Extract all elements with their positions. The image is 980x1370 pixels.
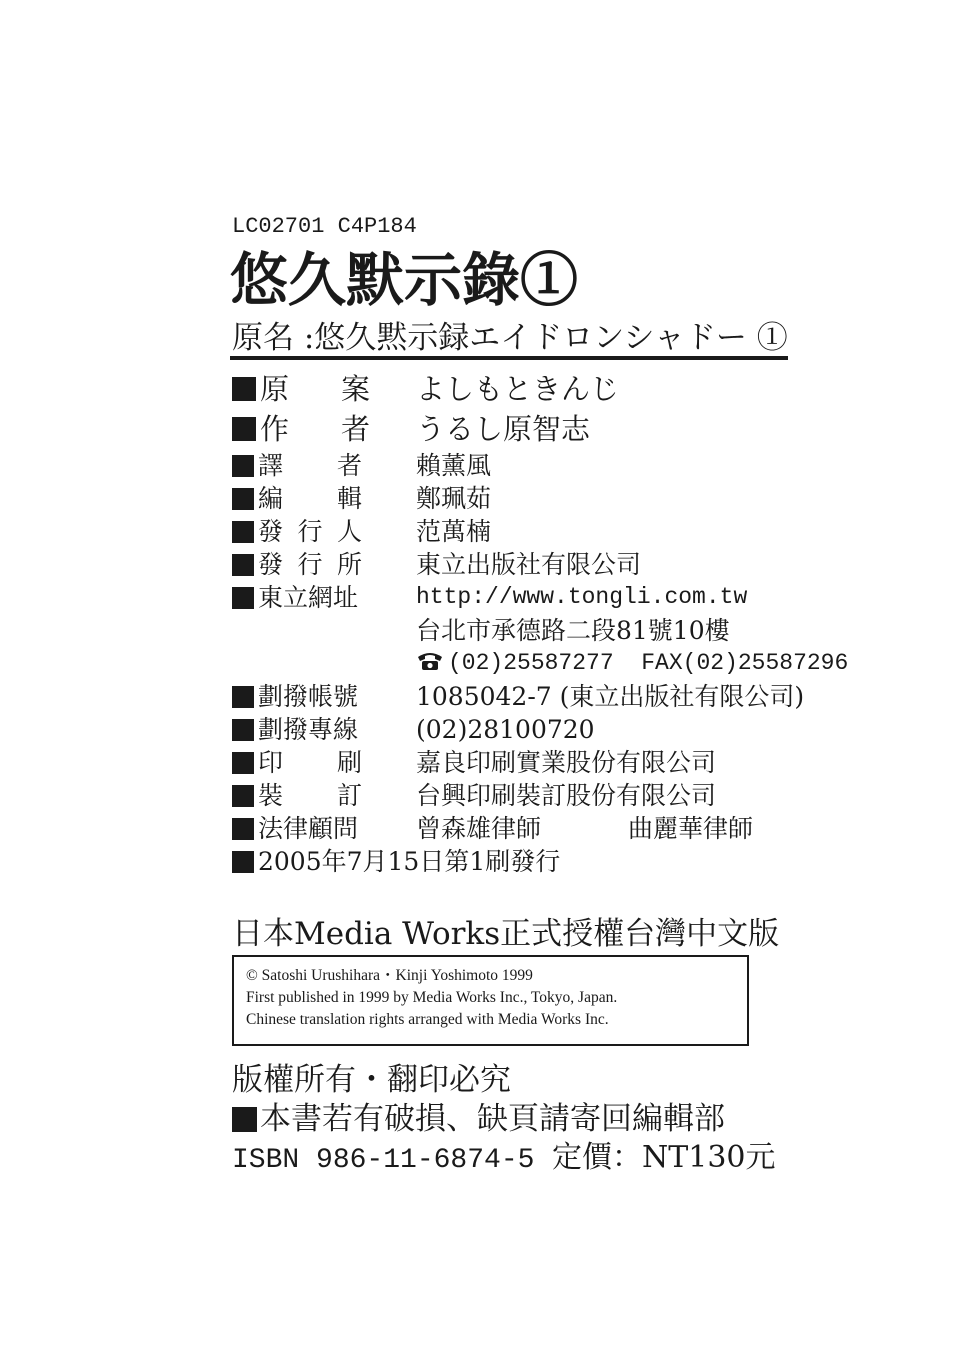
square-bullet-icon bbox=[232, 785, 254, 807]
square-bullet-icon bbox=[232, 818, 254, 840]
price: 定價：NT130元 bbox=[552, 1140, 776, 1175]
credit-row-publisher bbox=[232, 515, 872, 548]
square-bullet-icon bbox=[232, 752, 254, 774]
square-bullet-icon bbox=[232, 417, 256, 441]
credit-row-printing bbox=[232, 746, 872, 779]
credit-row-author bbox=[232, 409, 872, 449]
website-url[interactable]: http://www.tongli.com.tw bbox=[416, 584, 748, 610]
square-bullet-icon bbox=[232, 377, 256, 401]
print-date-row bbox=[232, 845, 872, 878]
credit-value: (02)28100720 bbox=[416, 715, 595, 744]
credit-value: 1085042-7 (東立出版社有限公司) bbox=[416, 682, 805, 711]
square-bullet-icon bbox=[232, 521, 254, 543]
credit-row-binding bbox=[232, 779, 872, 812]
credit-value: よしもときんじ bbox=[416, 372, 620, 406]
credit-row-website bbox=[232, 581, 872, 614]
credit-row-publishing-house bbox=[232, 548, 872, 581]
credit-label: 譯 者 bbox=[258, 451, 362, 480]
print-date: 2005年7月15日第1刷發行 bbox=[258, 847, 561, 876]
credit-value: 范萬楠 bbox=[416, 517, 492, 546]
credit-label: 原 案 bbox=[260, 372, 370, 406]
title-rule bbox=[230, 356, 788, 360]
damage-notice bbox=[232, 1099, 725, 1139]
copyright-line: Chinese translation rights arranged with Media Works Inc. bbox=[246, 1011, 609, 1028]
credit-value: うるし原智志 bbox=[416, 412, 591, 446]
credit-label: 印 刷 bbox=[258, 748, 362, 777]
square-bullet-icon bbox=[232, 851, 254, 873]
square-bullet-icon bbox=[232, 719, 254, 741]
credits-list bbox=[232, 369, 872, 878]
credit-value: 嘉良印刷實業股份有限公司 bbox=[416, 748, 717, 777]
credit-value: 賴薰風 bbox=[416, 451, 492, 480]
credit-row-original-concept bbox=[232, 369, 872, 409]
square-bullet-icon bbox=[232, 488, 254, 510]
credit-label: 編 輯 bbox=[258, 484, 362, 513]
original-title: 原名 :悠久黙示録エイドロンシャドー ① bbox=[232, 320, 788, 356]
square-bullet-icon bbox=[232, 1107, 257, 1132]
legal-counsel-1: 曾森雄律師 bbox=[416, 814, 542, 843]
copyright-line: © Satoshi Urushihara・Kinji Yoshimoto 1999 bbox=[246, 967, 533, 984]
credit-value: 台興印刷裝訂股份有限公司 bbox=[416, 781, 717, 810]
fax-number: FAX(02)25587296 bbox=[641, 650, 849, 676]
telephone-icon bbox=[416, 651, 444, 671]
damage-text: 本書若有破損、缺頁請寄回編輯部 bbox=[260, 1101, 725, 1137]
credit-label: 裝 訂 bbox=[258, 781, 362, 810]
credit-label: 發 行 人 bbox=[258, 517, 362, 546]
credit-label: 東立網址 bbox=[258, 583, 359, 612]
credit-label: 發 行 所 bbox=[258, 550, 362, 579]
copyright-line: First published in 1999 by Media Works Inc., Tokyo, Japan. bbox=[246, 989, 618, 1006]
phone-fax bbox=[416, 647, 848, 680]
credit-row-translator bbox=[232, 449, 872, 482]
catalog-code: LC02701 C4P184 bbox=[232, 214, 417, 239]
address-row bbox=[232, 614, 872, 647]
phone-number: (02)25587277 bbox=[448, 650, 614, 676]
credit-value: 東立出版社有限公司 bbox=[416, 550, 642, 579]
credit-row-postal-hotline bbox=[232, 713, 872, 746]
square-bullet-icon bbox=[232, 686, 254, 708]
phone-row bbox=[232, 647, 872, 680]
credit-row-postal-account bbox=[232, 680, 872, 713]
credit-label: 法律顧問 bbox=[258, 814, 359, 843]
square-bullet-icon bbox=[232, 554, 254, 576]
rights-line: 版權所有・翻印必究 bbox=[232, 1062, 511, 1098]
credit-label: 劃撥帳號 bbox=[258, 682, 359, 711]
legal-counsel-2: 曲麗華律師 bbox=[628, 814, 754, 843]
isbn: ISBN 986-11-6874-5 bbox=[232, 1145, 535, 1176]
credit-label: 作 者 bbox=[260, 412, 370, 446]
square-bullet-icon bbox=[232, 587, 254, 609]
square-bullet-icon bbox=[232, 455, 254, 477]
copyright-box bbox=[232, 955, 749, 1046]
book-title: 悠久默示錄① bbox=[230, 246, 579, 314]
credit-label: 劃撥專線 bbox=[258, 715, 359, 744]
credit-value: 鄭珮茹 bbox=[416, 484, 492, 513]
address: 台北市承德路二段81號10樓 bbox=[416, 616, 730, 645]
license-line: 日本Media Works正式授權台灣中文版 bbox=[232, 916, 780, 952]
credit-row-legal bbox=[232, 812, 872, 845]
isbn-price-row bbox=[232, 1138, 776, 1181]
credit-row-editor bbox=[232, 482, 872, 515]
